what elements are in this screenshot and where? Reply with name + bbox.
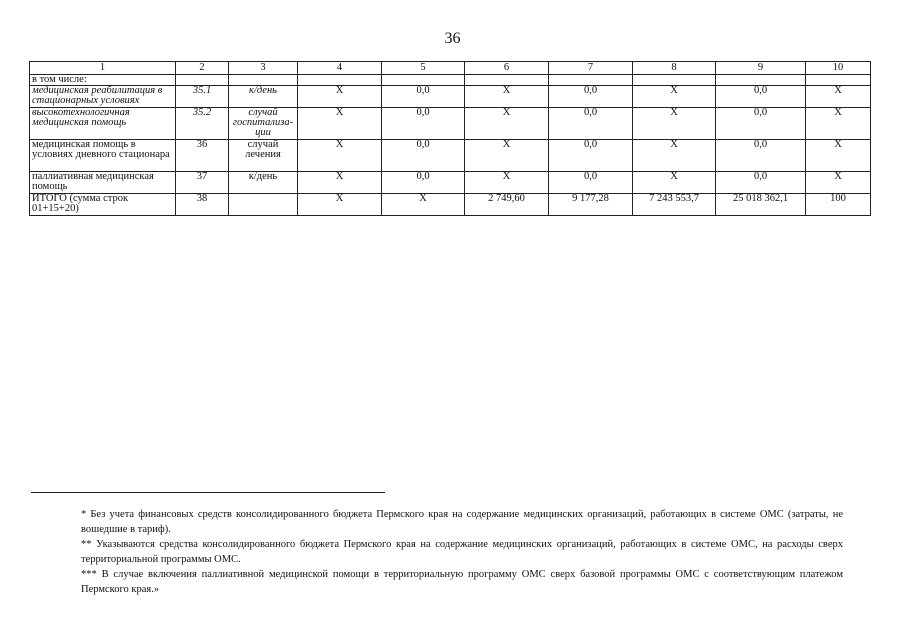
col-header: 5 [382,62,465,75]
cell: 0,0 [382,140,465,172]
cell: 0,0 [716,172,806,194]
col-header: 4 [298,62,382,75]
page-number: 36 [444,30,461,47]
cell: Х [465,86,549,108]
col-header: 6 [465,62,549,75]
cell: Х [806,86,871,108]
column-number-row [30,62,871,75]
row-name: ИТОГО (сумма строк 01+15+20) [30,194,176,216]
cell: 0,0 [549,172,633,194]
total-row [30,194,871,216]
row-code: 37 [176,172,229,194]
cell: Х [806,172,871,194]
cell: Х [633,86,716,108]
cell: Х [298,108,382,140]
table-row [30,140,871,172]
col-header: 10 [806,62,871,75]
cell: 0,0 [549,108,633,140]
cell: 100 [806,194,871,216]
cell: Х [633,172,716,194]
subheading-row [30,75,871,86]
table-row [30,172,871,194]
data-table [29,61,871,216]
cell: 7 243 553,7 [633,194,716,216]
cell: Х [633,140,716,172]
cell: Х [465,140,549,172]
cell: 0,0 [549,86,633,108]
cell: Х [806,108,871,140]
row-code: 36 [176,140,229,172]
cell: 0,0 [716,108,806,140]
cell: Х [298,172,382,194]
row-unit [229,194,298,216]
cell: 9 177,28 [549,194,633,216]
col-header: 2 [176,62,229,75]
col-header: 1 [30,62,176,75]
row-code: 35.1 [176,86,229,108]
col-header: 3 [229,62,298,75]
cell: Х [298,86,382,108]
cell: 0,0 [549,140,633,172]
cell: 0,0 [716,86,806,108]
col-header: 7 [549,62,633,75]
row-unit: случай госпитализа-ции [229,108,298,140]
cell: 0,0 [382,108,465,140]
cell: Х [465,172,549,194]
footnotes [31,507,843,597]
footnote: *** В случае включения паллиативной медицинской помощи в территориальную программу ОМС сверх базовой программы ОМС с соответствующим платежом Пермского края.» [81,569,843,595]
cell: Х [298,140,382,172]
cell: 2 749,60 [465,194,549,216]
table-row [30,86,871,108]
footnote: * Без учета финансовых средств консолидированного бюджета Пермского края на содержание медицинских организаций, работающих в системе ОМС (затраты, не вошедшие в тариф). [81,509,843,535]
row-name: высокотехнологичная медицинская помощь [30,108,176,140]
cell: Х [298,194,382,216]
cell: 0,0 [382,86,465,108]
footnote-divider [31,492,385,493]
cell: Х [382,194,465,216]
cell: Х [806,140,871,172]
cell: Х [633,108,716,140]
footnote: ** Указываются средства консолидированного бюджета Пермского края на содержание медицинских организаций, работающих в системе ОМС, на расходы сверх территориальной программы ОМС. [81,539,843,565]
row-unit: к/день [229,172,298,194]
row-unit: к/день [229,86,298,108]
row-name: медицинская реабилитация в стационарных условиях [30,86,176,108]
cell: 0,0 [716,140,806,172]
cell: 25 018 362,1 [716,194,806,216]
table-row [30,108,871,140]
col-header: 8 [633,62,716,75]
cell: Х [465,108,549,140]
row-name: медицинская помощь в условиях дневного стационара [30,140,176,172]
row-name: паллиативная медицинская помощь [30,172,176,194]
row-code: 38 [176,194,229,216]
row-code: 35.2 [176,108,229,140]
subheading-cell: в том числе: [30,75,176,86]
row-unit: случай лечения [229,140,298,172]
cell: 0,0 [382,172,465,194]
col-header: 9 [716,62,806,75]
